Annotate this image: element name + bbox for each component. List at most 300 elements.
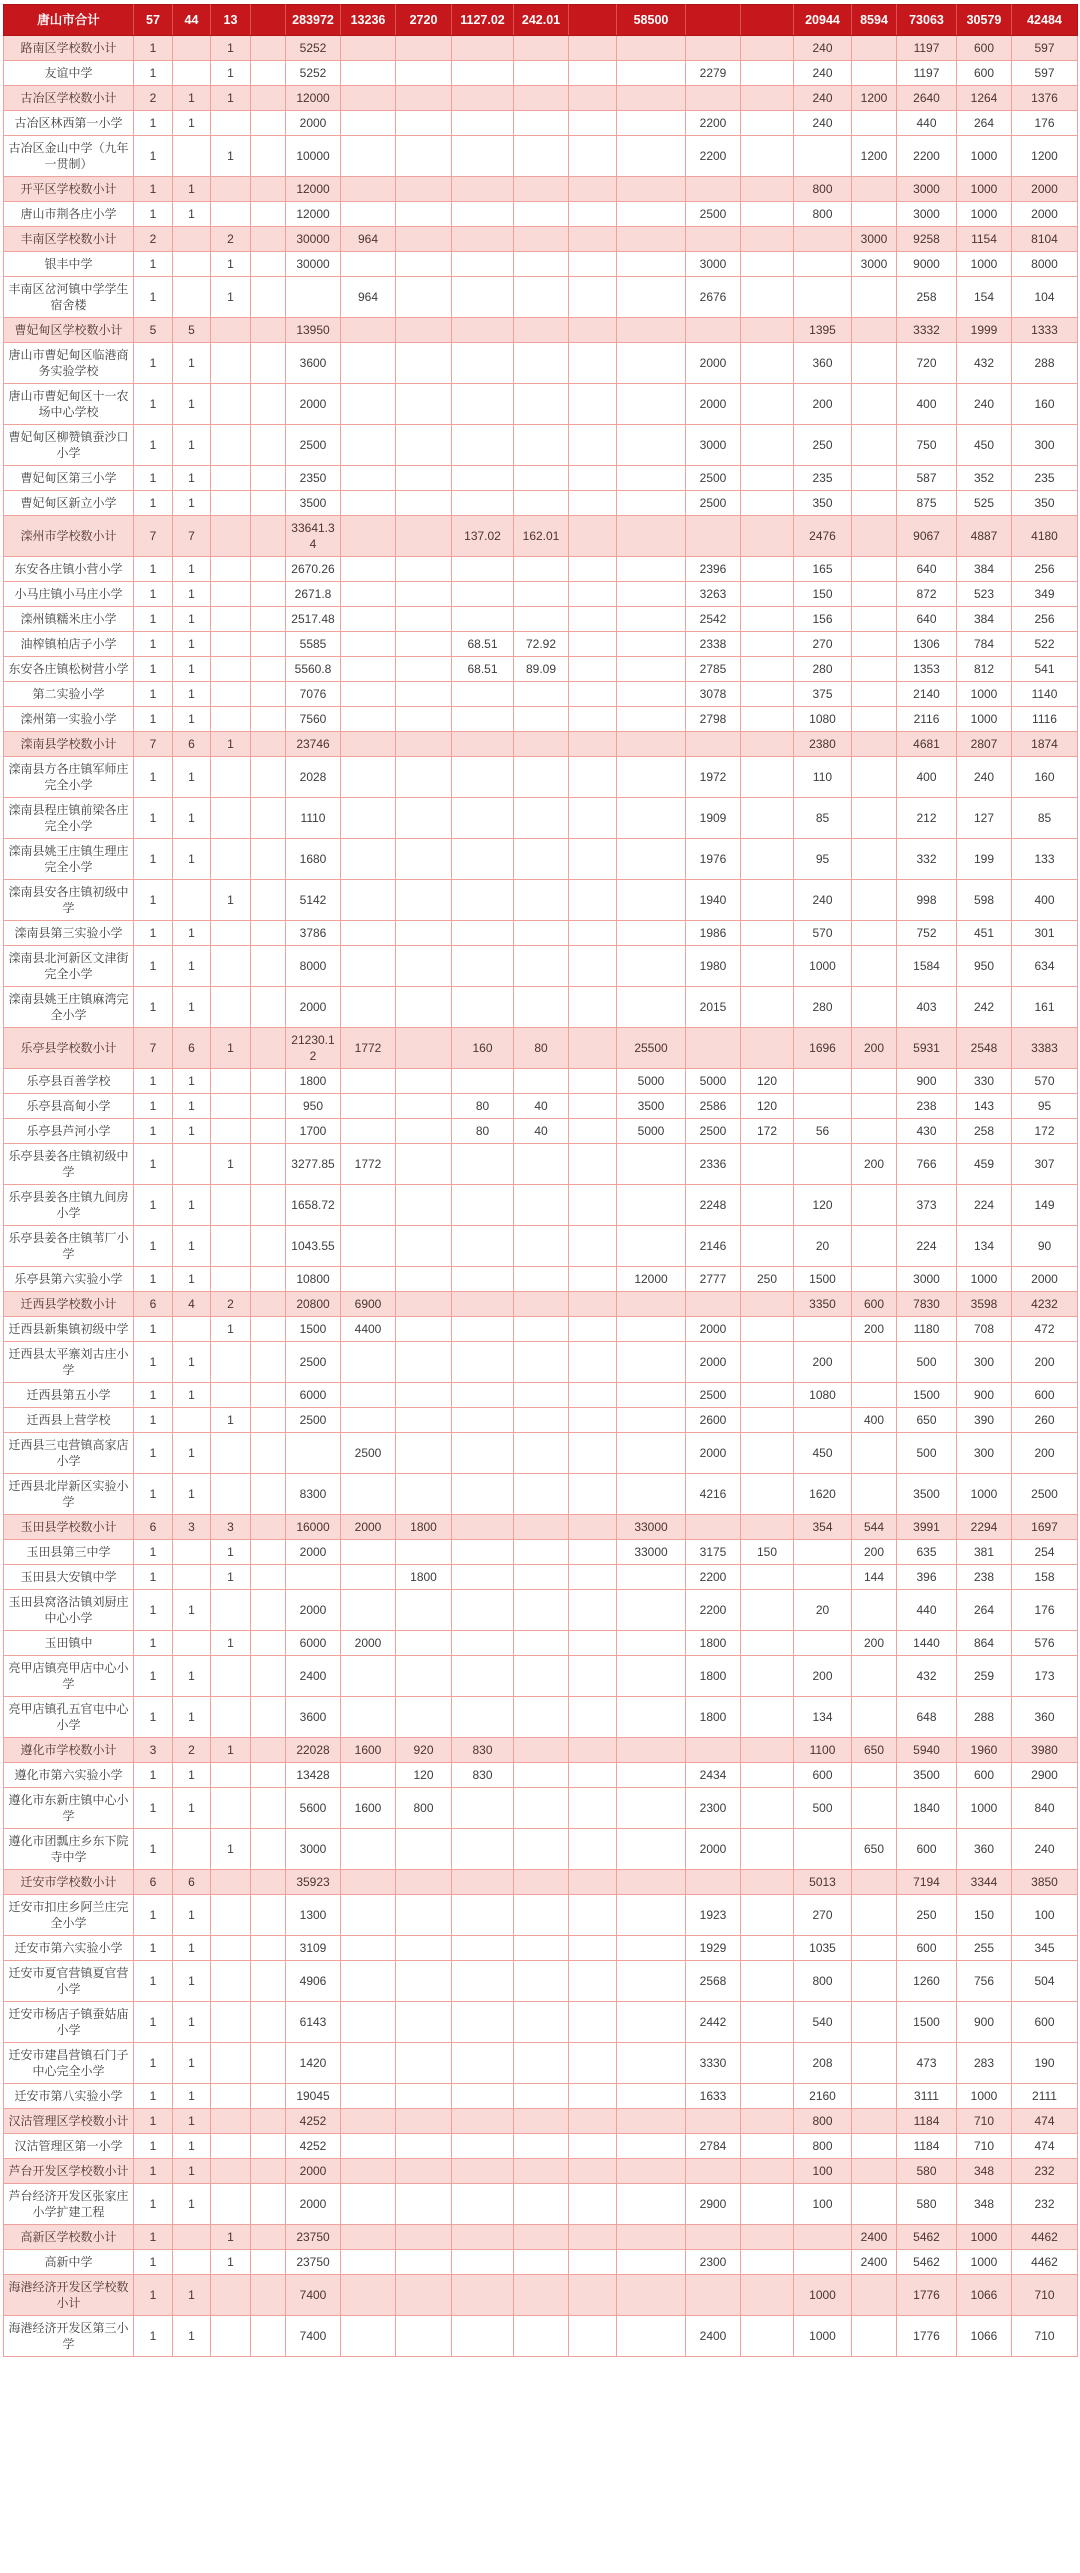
subtotal-row (4, 2159, 1078, 2184)
value-cell (617, 1474, 686, 1515)
value-cell: 2279 (686, 61, 741, 86)
value-cell: 1909 (686, 798, 741, 839)
value-cell: 1 (173, 111, 211, 136)
value-cell: 7560 (286, 707, 341, 732)
value-cell: 2586 (686, 1094, 741, 1119)
value-cell (251, 1590, 286, 1631)
school-name-cell: 乐亭县第六实验小学 (4, 1267, 134, 1292)
value-cell: 72.92 (514, 632, 569, 657)
value-cell: 2568 (686, 1961, 741, 2002)
value-cell: 95 (1012, 1094, 1078, 1119)
value-cell (211, 1936, 251, 1961)
value-cell (396, 2225, 452, 2250)
value-cell: 1 (173, 582, 211, 607)
value-cell: 450 (794, 1433, 852, 1474)
table-row (4, 466, 1078, 491)
value-cell: 161 (1012, 987, 1078, 1028)
value-cell (569, 1119, 617, 1144)
value-cell (211, 1185, 251, 1226)
value-cell: 352 (957, 466, 1012, 491)
value-cell: 1306 (897, 632, 957, 657)
value-cell: 2542 (686, 607, 741, 632)
subtotal-row (4, 227, 1078, 252)
value-cell (251, 1226, 286, 1267)
value-cell: 3383 (1012, 1028, 1078, 1069)
value-cell (251, 202, 286, 227)
value-cell (569, 1631, 617, 1656)
value-cell: 264 (957, 111, 1012, 136)
value-cell (251, 1631, 286, 1656)
value-cell: 1 (134, 1829, 173, 1870)
value-cell (251, 1565, 286, 1590)
value-cell: 2000 (1012, 177, 1078, 202)
school-name-cell: 玉田县大安镇中学 (4, 1565, 134, 1590)
value-cell (341, 1094, 396, 1119)
value-cell: 2500 (686, 202, 741, 227)
value-cell: 1 (134, 557, 173, 582)
value-cell (741, 632, 794, 657)
value-cell: 240 (957, 384, 1012, 425)
value-cell (741, 277, 794, 318)
value-cell: 474 (1012, 2134, 1078, 2159)
value-cell (741, 1144, 794, 1185)
value-cell (741, 1185, 794, 1226)
value-cell (852, 2275, 897, 2316)
value-cell (341, 1383, 396, 1408)
value-cell: 2500 (341, 1433, 396, 1474)
value-cell: 5252 (286, 61, 341, 86)
value-cell: 2785 (686, 657, 741, 682)
value-cell: 160 (452, 1028, 514, 1069)
value-cell (741, 252, 794, 277)
value-cell: 1 (134, 798, 173, 839)
value-cell (341, 318, 396, 343)
school-name-cell: 迁西县北岸新区实验小学 (4, 1474, 134, 1515)
value-cell (251, 657, 286, 682)
value-cell: 2000 (686, 343, 741, 384)
value-cell: 90 (1012, 1226, 1078, 1267)
value-cell (173, 136, 211, 177)
school-name-cell: 丰南区岔河镇中学学生宿舍楼 (4, 277, 134, 318)
value-cell (514, 1474, 569, 1515)
value-cell: 3332 (897, 318, 957, 343)
value-cell (741, 1226, 794, 1267)
value-cell (251, 632, 286, 657)
value-cell (514, 1590, 569, 1631)
value-cell (852, 2316, 897, 2357)
value-cell (341, 1119, 396, 1144)
value-cell: 3078 (686, 682, 741, 707)
value-cell (741, 839, 794, 880)
value-cell: 240 (794, 111, 852, 136)
value-cell (211, 682, 251, 707)
value-cell (617, 136, 686, 177)
value-cell: 1333 (1012, 318, 1078, 343)
value-cell: 307 (1012, 1144, 1078, 1185)
value-cell (251, 1829, 286, 1870)
value-cell: 800 (794, 202, 852, 227)
value-cell (569, 2109, 617, 2134)
value-cell (741, 1631, 794, 1656)
value-cell: 2200 (686, 111, 741, 136)
table-row (4, 111, 1078, 136)
subtotal-row (4, 1292, 1078, 1317)
value-cell (569, 582, 617, 607)
value-cell: 1500 (794, 1267, 852, 1292)
value-cell (741, 2159, 794, 2184)
value-cell (173, 1565, 211, 1590)
table-row (4, 1763, 1078, 1788)
value-cell (514, 2084, 569, 2109)
value-cell (452, 61, 514, 86)
value-cell (514, 2225, 569, 2250)
value-cell: 1180 (897, 1317, 957, 1342)
value-cell (617, 1738, 686, 1763)
value-cell: 2294 (957, 1515, 1012, 1540)
subtotal-row (4, 2275, 1078, 2316)
value-cell (211, 839, 251, 880)
value-cell: 149 (1012, 1185, 1078, 1226)
value-cell: 1080 (794, 1383, 852, 1408)
value-cell: 200 (1012, 1342, 1078, 1383)
value-cell: 1376 (1012, 86, 1078, 111)
value-cell: 242 (957, 987, 1012, 1028)
table-row (4, 657, 1078, 682)
school-name-cell: 迁安市第八实验小学 (4, 2084, 134, 2109)
value-cell: 5000 (617, 1119, 686, 1144)
value-cell (617, 1185, 686, 1226)
value-cell: 150 (794, 582, 852, 607)
value-cell: 2798 (686, 707, 741, 732)
value-cell: 1 (211, 1738, 251, 1763)
value-cell: 30000 (286, 227, 341, 252)
value-cell: 73063 (897, 5, 957, 36)
value-cell (211, 2002, 251, 2043)
value-cell (569, 252, 617, 277)
value-cell (452, 202, 514, 227)
value-cell: 840 (1012, 1788, 1078, 1829)
value-cell (251, 2109, 286, 2134)
value-cell (569, 839, 617, 880)
value-cell (794, 1317, 852, 1342)
value-cell (251, 1069, 286, 1094)
value-cell (396, 732, 452, 757)
value-cell: 473 (897, 2043, 957, 2084)
value-cell: 640 (897, 607, 957, 632)
value-cell (251, 798, 286, 839)
value-cell: 381 (957, 1540, 1012, 1565)
value-cell: 1 (211, 2250, 251, 2275)
value-cell: 2640 (897, 86, 957, 111)
value-cell (396, 1069, 452, 1094)
value-cell: 2900 (686, 2184, 741, 2225)
value-cell (794, 277, 852, 318)
value-cell: 1 (134, 707, 173, 732)
value-cell (852, 2109, 897, 2134)
value-cell: 1 (134, 2225, 173, 2250)
value-cell (341, 202, 396, 227)
value-cell (452, 1144, 514, 1185)
value-cell (852, 1961, 897, 2002)
value-cell: 1 (211, 1829, 251, 1870)
value-cell: 1200 (852, 136, 897, 177)
value-cell: 1 (134, 2316, 173, 2357)
value-cell (569, 466, 617, 491)
value-cell: 500 (794, 1788, 852, 1829)
value-cell: 3344 (957, 1870, 1012, 1895)
value-cell (173, 2250, 211, 2275)
value-cell (341, 177, 396, 202)
value-cell: 5560.8 (286, 657, 341, 682)
value-cell (341, 2184, 396, 2225)
value-cell: 756 (957, 1961, 1012, 2002)
value-cell: 1 (134, 632, 173, 657)
table-row (4, 1408, 1078, 1433)
value-cell: 1000 (957, 1474, 1012, 1515)
value-cell: 2500 (686, 1119, 741, 1144)
value-cell (251, 1540, 286, 1565)
school-name-cell: 亮甲店镇孔五官屯中心小学 (4, 1697, 134, 1738)
value-cell: 1000 (957, 2084, 1012, 2109)
value-cell (617, 632, 686, 657)
value-cell (251, 1763, 286, 1788)
value-cell (617, 1788, 686, 1829)
school-name-cell: 遵化市团瓢庄乡东下院寺中学 (4, 1829, 134, 1870)
value-cell (251, 1788, 286, 1829)
value-cell (452, 1433, 514, 1474)
value-cell: 200 (852, 1540, 897, 1565)
value-cell: 2784 (686, 2134, 741, 2159)
value-cell (569, 1829, 617, 1870)
value-cell: 1 (211, 1631, 251, 1656)
table-row (4, 632, 1078, 657)
school-name-cell: 亮甲店镇亮甲店中心小学 (4, 1656, 134, 1697)
value-cell (686, 2275, 741, 2316)
value-cell (569, 1565, 617, 1590)
value-cell (686, 318, 741, 343)
value-cell (251, 111, 286, 136)
value-cell: 1395 (794, 318, 852, 343)
value-cell: 12000 (286, 177, 341, 202)
value-cell: 1 (134, 1895, 173, 1936)
value-cell (569, 798, 617, 839)
value-cell: 1 (211, 1144, 251, 1185)
value-cell (514, 839, 569, 880)
table-row (4, 880, 1078, 921)
value-cell: 1700 (286, 1119, 341, 1144)
value-cell: 332 (897, 839, 957, 880)
value-cell: 2400 (686, 2316, 741, 2357)
value-cell (569, 1763, 617, 1788)
value-cell: 2548 (957, 1028, 1012, 1069)
value-cell: 1 (134, 2184, 173, 2225)
value-cell (617, 2250, 686, 2275)
value-cell (211, 1697, 251, 1738)
value-cell (617, 732, 686, 757)
table-row (4, 1936, 1078, 1961)
value-cell: 200 (852, 1317, 897, 1342)
value-cell (741, 1738, 794, 1763)
value-cell (251, 2084, 286, 2109)
value-cell: 8000 (1012, 252, 1078, 277)
value-cell (452, 607, 514, 632)
value-cell (341, 111, 396, 136)
value-cell (617, 36, 686, 61)
table-row (4, 921, 1078, 946)
value-cell (741, 2084, 794, 2109)
value-cell (741, 732, 794, 757)
school-name-cell: 遵化市东新庄镇中心小学 (4, 1788, 134, 1829)
value-cell (514, 86, 569, 111)
value-cell: 1500 (897, 1383, 957, 1408)
value-cell (794, 2225, 852, 2250)
value-cell (396, 202, 452, 227)
value-cell (514, 1317, 569, 1342)
table-row (4, 1697, 1078, 1738)
value-cell: 1440 (897, 1631, 957, 1656)
value-cell (617, 2002, 686, 2043)
value-cell: 1772 (341, 1028, 396, 1069)
value-cell: 1 (134, 757, 173, 798)
value-cell: 40 (514, 1119, 569, 1144)
value-cell (452, 798, 514, 839)
table-row (4, 1317, 1078, 1342)
value-cell (741, 1961, 794, 2002)
value-cell: 2000 (1012, 1267, 1078, 1292)
table-row (4, 1895, 1078, 1936)
value-cell (852, 1119, 897, 1144)
value-cell: 3500 (286, 491, 341, 516)
value-cell (569, 1895, 617, 1936)
value-cell: 2777 (686, 1267, 741, 1292)
value-cell (251, 1094, 286, 1119)
value-cell (852, 343, 897, 384)
value-cell (514, 1829, 569, 1870)
value-cell: 1 (211, 1408, 251, 1433)
value-cell: 1 (134, 277, 173, 318)
value-cell (741, 582, 794, 607)
value-cell (852, 491, 897, 516)
value-cell: 2 (134, 86, 173, 111)
value-cell (396, 557, 452, 582)
value-cell (211, 2084, 251, 2109)
value-cell: 576 (1012, 1631, 1078, 1656)
value-cell (452, 1590, 514, 1631)
value-cell (452, 1383, 514, 1408)
value-cell: 1986 (686, 921, 741, 946)
value-cell: 1 (134, 2134, 173, 2159)
value-cell (569, 1028, 617, 1069)
value-cell (211, 2316, 251, 2357)
value-cell (617, 111, 686, 136)
value-cell (569, 1540, 617, 1565)
value-cell (341, 1565, 396, 1590)
value-cell: 2000 (286, 2184, 341, 2225)
value-cell (452, 921, 514, 946)
value-cell (452, 1870, 514, 1895)
value-cell (617, 1656, 686, 1697)
value-cell (852, 1226, 897, 1267)
value-cell (741, 343, 794, 384)
value-cell (852, 466, 897, 491)
table-row (4, 1119, 1078, 1144)
value-cell (251, 582, 286, 607)
value-cell: 7194 (897, 1870, 957, 1895)
value-cell: 1000 (957, 1267, 1012, 1292)
value-cell: 1 (173, 1590, 211, 1631)
value-cell: 1 (173, 343, 211, 384)
value-cell: 766 (897, 1144, 957, 1185)
value-cell (514, 227, 569, 252)
value-cell: 1 (211, 252, 251, 277)
value-cell: 3330 (686, 2043, 741, 2084)
value-cell (396, 425, 452, 466)
value-cell: 1999 (957, 318, 1012, 343)
school-name-cell: 乐亭县百善学校 (4, 1069, 134, 1094)
value-cell: 2400 (286, 1656, 341, 1697)
value-cell: 2000 (286, 111, 341, 136)
value-cell: 635 (897, 1540, 957, 1565)
value-cell (452, 466, 514, 491)
value-cell (396, 707, 452, 732)
subtotal-row (4, 1870, 1078, 1895)
value-cell: 1 (134, 466, 173, 491)
value-cell: 1 (134, 1383, 173, 1408)
value-cell: 1 (173, 682, 211, 707)
value-cell: 33000 (617, 1515, 686, 1540)
school-name-cell: 迁安市杨店子镇蚕姑庙小学 (4, 2002, 134, 2043)
value-cell (251, 2184, 286, 2225)
value-cell (569, 36, 617, 61)
value-cell: 283972 (286, 5, 341, 36)
school-name-cell: 迁安市扣庄乡阿兰庄完全小学 (4, 1895, 134, 1936)
value-cell: 7400 (286, 2316, 341, 2357)
value-cell (341, 682, 396, 707)
value-cell: 1584 (897, 946, 957, 987)
value-cell (514, 1515, 569, 1540)
value-cell: 85 (794, 798, 852, 839)
value-cell (452, 1829, 514, 1870)
school-name-cell: 友谊中学 (4, 61, 134, 86)
value-cell (251, 1474, 286, 1515)
value-cell: 256 (1012, 607, 1078, 632)
value-cell: 597 (1012, 36, 1078, 61)
value-cell: 522 (1012, 632, 1078, 657)
value-cell (396, 1342, 452, 1383)
value-cell (852, 1267, 897, 1292)
school-name-cell: 古冶区金山中学（九年一贯制） (4, 136, 134, 177)
value-cell: 2476 (794, 516, 852, 557)
value-cell: 964 (341, 277, 396, 318)
subtotal-row (4, 86, 1078, 111)
value-cell: 1 (211, 880, 251, 921)
table-row (4, 1540, 1078, 1565)
value-cell: 1800 (396, 1565, 452, 1590)
value-cell (617, 921, 686, 946)
value-cell: 710 (957, 2134, 1012, 2159)
value-cell: 4232 (1012, 1292, 1078, 1317)
value-cell (569, 2225, 617, 2250)
value-cell: 998 (897, 880, 957, 921)
value-cell (251, 1895, 286, 1936)
table-row (4, 1342, 1078, 1383)
value-cell (251, 2250, 286, 2275)
value-cell (396, 1185, 452, 1226)
value-cell: 1035 (794, 1936, 852, 1961)
value-cell: 120 (794, 1185, 852, 1226)
value-cell: 710 (1012, 2316, 1078, 2357)
value-cell (251, 36, 286, 61)
